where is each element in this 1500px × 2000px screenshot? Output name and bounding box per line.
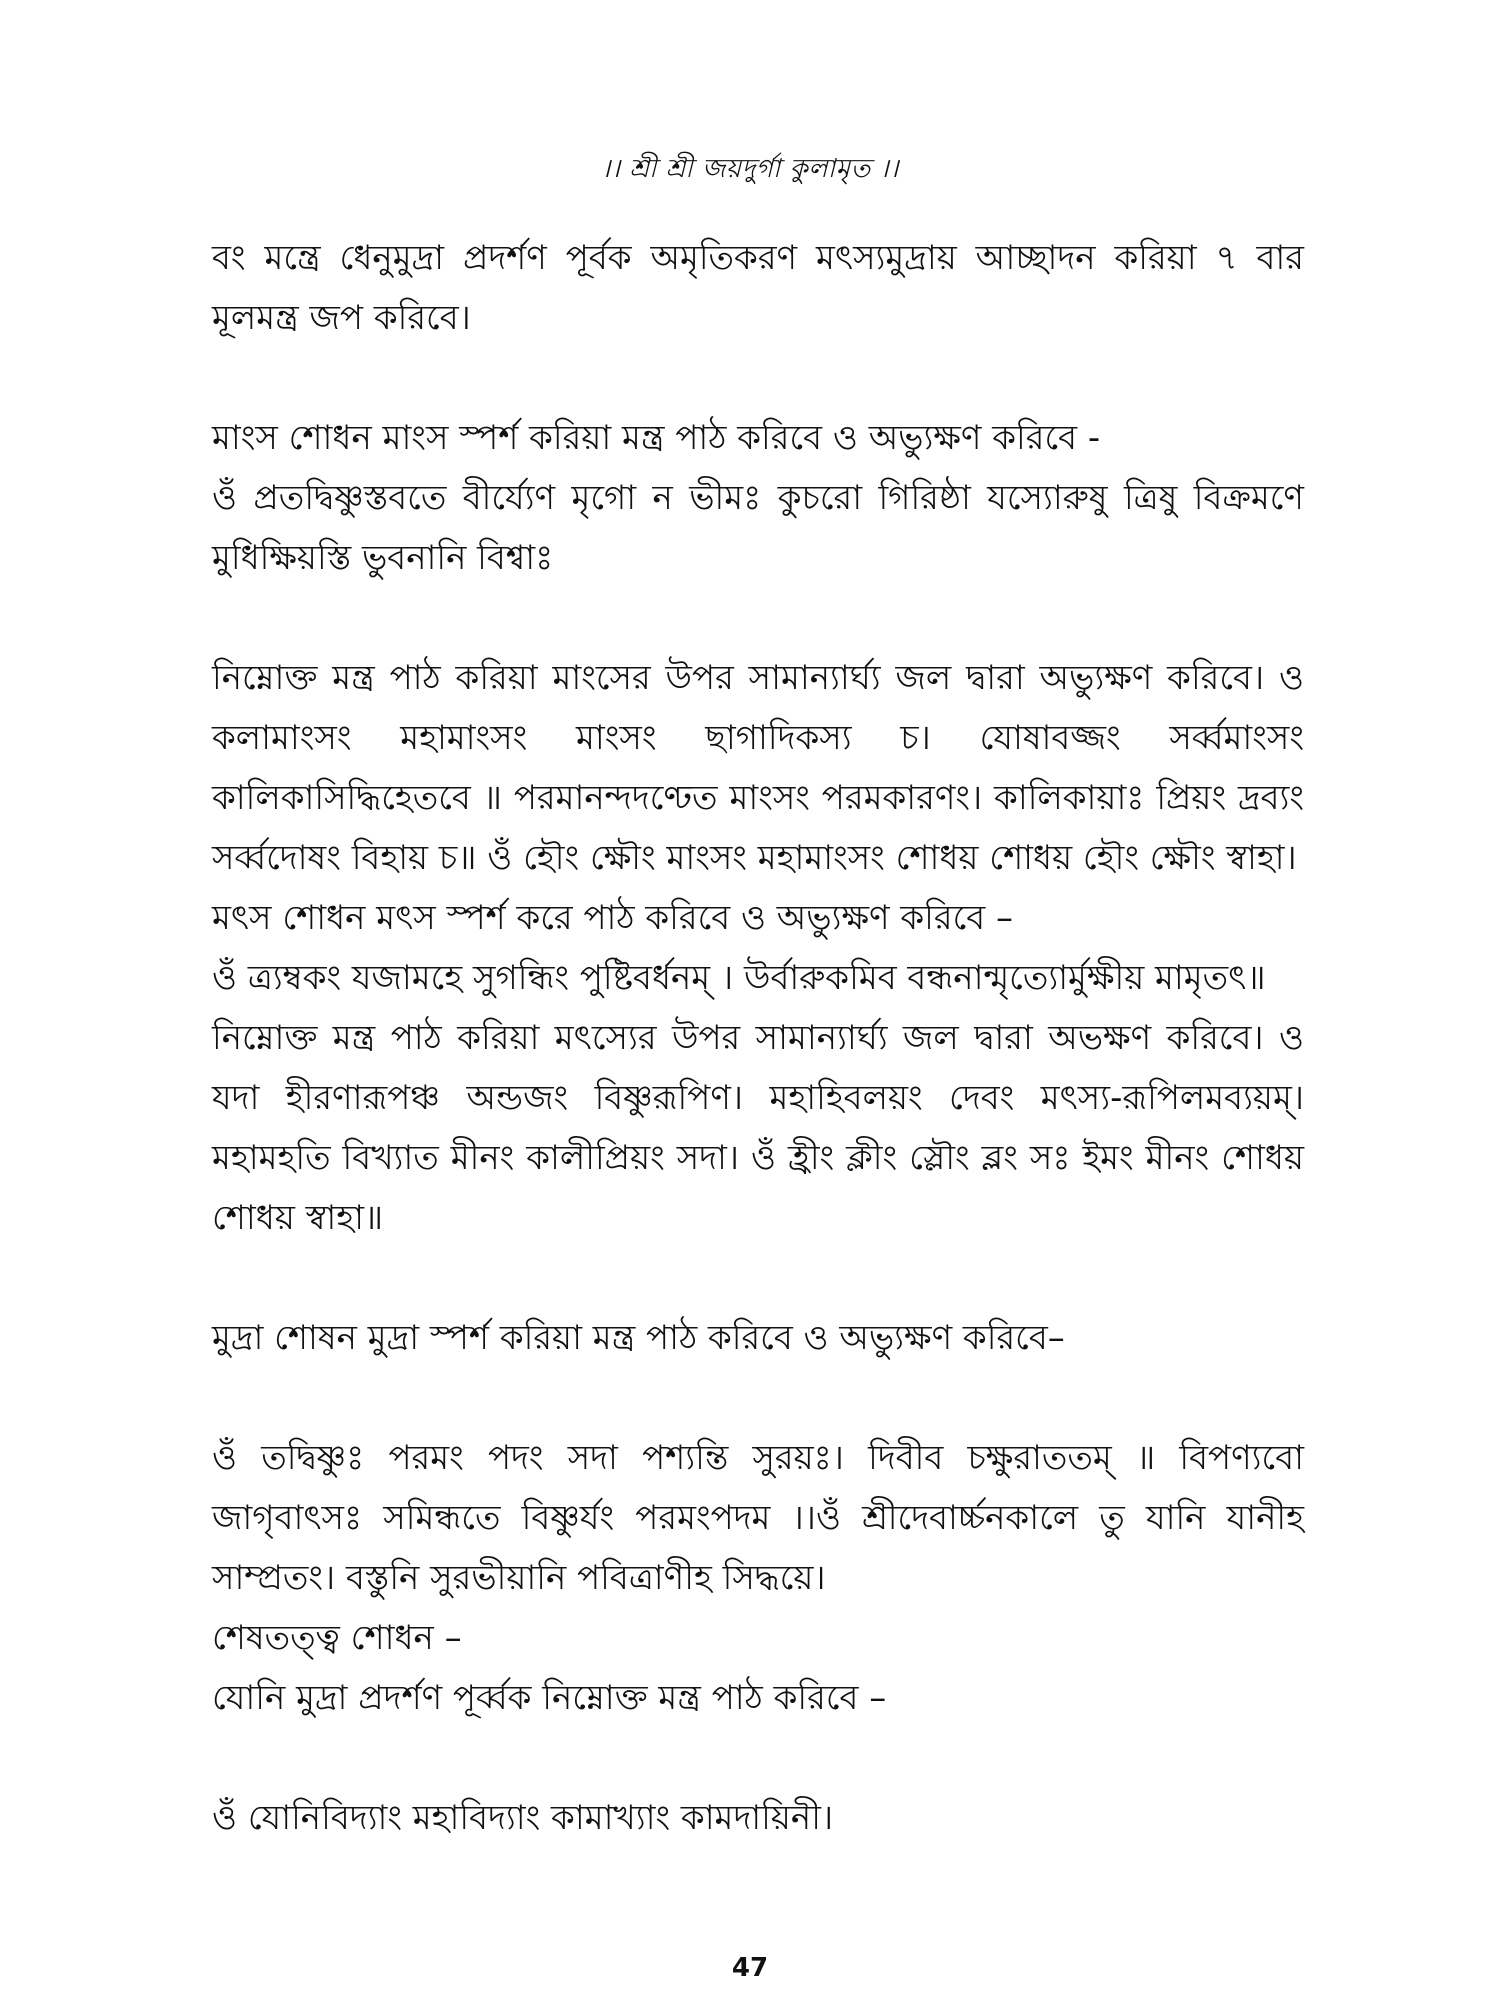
heading-matsya-shodhan: মৎস শোধন মৎস স্পর্শ করে পাঠ করিবে ও অভ্যুক্ষণ করিবে – bbox=[212, 898, 1013, 938]
paragraph-matsya-abhyukshan: নিম্নোক্ত মন্ত্র পাঠ করিয়া মৎস্যের উপর সামান্যার্ঘ্য জল দ্বারা অভক্ষণ করিবে। ও যদা হীরণারূপঞ্চ অন্ডজং বিষ্ণুরূপিণ। মহাহিবলয়ং দেবং মৎস্য-রূপিলমব্যয়ম্। মহামহতি বিখ্যাত মীনং কালীপ্রিয়ং সদা। ওঁ হ্রীং ক্লীং স্লৌং ব্লং সঃ ইমং মীনং শোধয় শোধয় স্বাহা॥ bbox=[212, 1018, 1304, 1238]
mantra-tadvishnoh: ওঁ তদ্বিষ্ণুঃ পরমং পদং সদা পশ্যন্তি সুরয়ঃ। দিবীব চক্ষুরাততম্ ॥ বিপণ্যবো জাগৃবাৎসঃ সমিন্ধতে বিষ্ণুর্যং পরমংপদম ।।ওঁ শ্রীদেবার্চ্চনকালে তু যানি যানীহ সাম্প্রতং। বস্তুনি সুরভীয়ানি পবিত্রাণীহ সিদ্ধয়ে। bbox=[212, 1438, 1304, 1598]
running-header: ।। শ্রী শ্রী জয়দুর্গা কুলামৃত ।। bbox=[601, 154, 899, 184]
paragraph-dhenu-mudra: বং মন্ত্রে ধেনুমুদ্রা প্রদর্শণ পূর্বক অমৃতিকরণ মৎস্যমুদ্রায় আচ্ছাদন করিয়া ৭ বার মূলমন্ত্র জপ করিবে। bbox=[212, 238, 1304, 338]
mantra-tryambakam: ওঁ ত্র্যম্বকং যজামহে সুগন্ধিং পুষ্টিবর্ধনম্ । উর্বারুকমিব বন্ধনান্মৃত্যোর্মুক্ষীয় মামৃতৎ॥ bbox=[212, 958, 1266, 998]
heading-mudra-shodhan: মুদ্রা শোষন মুদ্রা স্পর্শ করিয়া মন্ত্র পাঠ করিবে ও অভ্যুক্ষণ করিবে– bbox=[212, 1318, 1065, 1358]
paragraph-mamsa-abhyukshan: নিম্নোক্ত মন্ত্র পাঠ করিয়া মাংসের উপর সামান্যার্ঘ্য জল দ্বারা অভ্যুক্ষণ করিবে। ও কলামাংসং মহামাংসং মাংসং ছাগাদিকস্য চ। যোষাবজ্জং সর্ব্বমাংসং কালিকাসিদ্ধিহেতবে ॥ পরমানন্দদণ্ঢেত মাংসং পরমকারণং। কালিকায়াঃ প্রিয়ং দ্রব্যং সর্ব্বদোষং বিহায় চ॥ ওঁ হৌং ক্ষৌং মাংসং মহামাংসং শোধয় শোধয় হৌং ক্ষৌং স্বাহা। bbox=[212, 658, 1304, 878]
mantra-yonividyam: ওঁ যোনিবিদ্যাং মহাবিদ্যাং কামাখ্যাং কামদায়িনী। bbox=[212, 1798, 834, 1838]
heading-sheshatattva-shodhan: শেষতত্ত্ব শোধন – bbox=[212, 1618, 462, 1658]
heading-mamsa-shodhan: মাংস শোধন মাংস স্পর্শ করিয়া মন্ত্র পাঠ করিবে ও অভ্যুক্ষণ করিবে - bbox=[212, 418, 1101, 458]
page-number: 47 bbox=[731, 1953, 769, 1983]
mantra-pratadvishnu: ওঁ প্রতদ্বিষ্ণুস্তবতে বীর্য্যেণ মৃগো ন ভীমঃ কুচরো গিরিষ্ঠা যস্যোরুষু ত্রিষু বিক্রমণে মুধিক্ষিয়স্তি ভুবনানি বিশ্বাঃ bbox=[212, 478, 1304, 578]
page-body bbox=[212, 228, 1304, 1848]
paragraph-yoni-mudra: যোনি মুদ্রা প্রদর্শণ পূর্ব্বক নিম্নোক্ত মন্ত্র পাঠ করিবে – bbox=[212, 1678, 887, 1718]
